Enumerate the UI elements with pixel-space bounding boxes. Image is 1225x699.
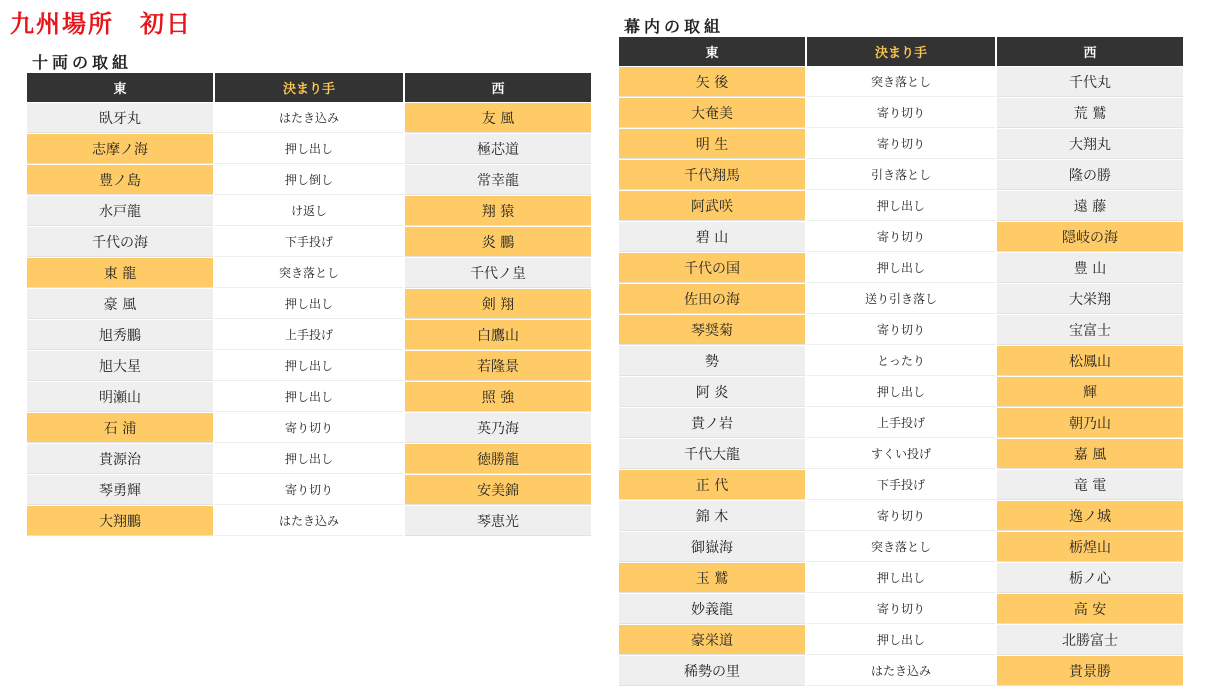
east-wrestler: 東 龍 bbox=[27, 258, 213, 288]
east-wrestler: 千代大龍 bbox=[619, 439, 805, 469]
east-wrestler: 妙義龍 bbox=[619, 594, 805, 624]
table-row bbox=[619, 625, 1183, 655]
east-wrestler: 明 生 bbox=[619, 129, 805, 159]
west-wrestler: 安美錦 bbox=[405, 475, 591, 505]
header-east: 東 bbox=[27, 73, 213, 102]
table-header-row bbox=[619, 37, 1183, 66]
kimarite: 突き落とし bbox=[215, 258, 403, 288]
kimarite: 押し出し bbox=[807, 253, 995, 283]
east-wrestler: 御嶽海 bbox=[619, 532, 805, 562]
table-row bbox=[27, 382, 591, 412]
east-wrestler: 佐田の海 bbox=[619, 284, 805, 314]
east-wrestler: 勢 bbox=[619, 346, 805, 376]
header-west: 西 bbox=[997, 37, 1183, 66]
east-wrestler: 貴源治 bbox=[27, 444, 213, 474]
kimarite: 寄り切り bbox=[807, 98, 995, 128]
west-wrestler: 逸ノ城 bbox=[997, 501, 1183, 531]
west-wrestler: 竜 電 bbox=[997, 470, 1183, 500]
west-wrestler: 翔 猿 bbox=[405, 196, 591, 226]
east-wrestler: 臥牙丸 bbox=[27, 103, 213, 133]
table-row bbox=[619, 470, 1183, 500]
kimarite: 押し出し bbox=[215, 351, 403, 381]
table-header-row bbox=[27, 73, 591, 102]
kimarite: とったり bbox=[807, 346, 995, 376]
table-row bbox=[619, 191, 1183, 221]
table-row bbox=[619, 346, 1183, 376]
east-wrestler: 琴奨菊 bbox=[619, 315, 805, 345]
east-wrestler: 阿武咲 bbox=[619, 191, 805, 221]
east-wrestler: 玉 鷲 bbox=[619, 563, 805, 593]
west-wrestler: 豊 山 bbox=[997, 253, 1183, 283]
table-row bbox=[27, 444, 591, 474]
east-wrestler: 明瀬山 bbox=[27, 382, 213, 412]
kimarite: 突き落とし bbox=[807, 532, 995, 562]
kimarite: 寄り切り bbox=[807, 222, 995, 252]
kimarite: け返し bbox=[215, 196, 403, 226]
kimarite: 下手投げ bbox=[807, 470, 995, 500]
west-wrestler: 常幸龍 bbox=[405, 165, 591, 195]
makuuchi-table-body bbox=[619, 67, 1183, 686]
east-wrestler: 矢 後 bbox=[619, 67, 805, 97]
kimarite: 上手投げ bbox=[215, 320, 403, 350]
table-row bbox=[619, 98, 1183, 128]
table-row bbox=[619, 67, 1183, 97]
page-title: 九州場所 初日 bbox=[10, 10, 192, 38]
kimarite: 押し出し bbox=[807, 191, 995, 221]
table-row bbox=[619, 439, 1183, 469]
east-wrestler: 大翔鵬 bbox=[27, 506, 213, 536]
east-wrestler: 志摩ノ海 bbox=[27, 134, 213, 164]
table-row bbox=[619, 222, 1183, 252]
header-east: 東 bbox=[619, 37, 805, 66]
east-wrestler: 水戸龍 bbox=[27, 196, 213, 226]
east-wrestler: 豊ノ島 bbox=[27, 165, 213, 195]
west-wrestler: 朝乃山 bbox=[997, 408, 1183, 438]
east-wrestler: 阿 炎 bbox=[619, 377, 805, 407]
table-row bbox=[619, 284, 1183, 314]
table-row bbox=[619, 532, 1183, 562]
table-row bbox=[27, 475, 591, 505]
east-wrestler: 千代の海 bbox=[27, 227, 213, 257]
header-kimarite: 決まり手 bbox=[807, 37, 995, 66]
kimarite: 押し出し bbox=[807, 625, 995, 655]
table-row bbox=[27, 506, 591, 536]
juryo-section-title: 十両の取組 bbox=[32, 53, 133, 72]
kimarite: 押し出し bbox=[215, 289, 403, 319]
west-wrestler: 千代丸 bbox=[997, 67, 1183, 97]
east-wrestler: 正 代 bbox=[619, 470, 805, 500]
west-wrestler: 琴恵光 bbox=[405, 506, 591, 536]
west-wrestler: 栃ノ心 bbox=[997, 563, 1183, 593]
west-wrestler: 大栄翔 bbox=[997, 284, 1183, 314]
table-row bbox=[619, 563, 1183, 593]
juryo-table-body bbox=[27, 103, 591, 536]
kimarite: 寄り切り bbox=[807, 129, 995, 159]
west-wrestler: 隠岐の海 bbox=[997, 222, 1183, 252]
kimarite: 押し出し bbox=[215, 444, 403, 474]
juryo-bout-table bbox=[25, 72, 593, 537]
west-wrestler: 嘉 風 bbox=[997, 439, 1183, 469]
kimarite: 寄り切り bbox=[215, 413, 403, 443]
west-wrestler: 照 強 bbox=[405, 382, 591, 412]
header-kimarite: 決まり手 bbox=[215, 73, 403, 102]
table-row bbox=[27, 227, 591, 257]
table-row bbox=[27, 351, 591, 381]
east-wrestler: 錦 木 bbox=[619, 501, 805, 531]
kimarite: 下手投げ bbox=[215, 227, 403, 257]
table-row bbox=[27, 413, 591, 443]
east-wrestler: 豪栄道 bbox=[619, 625, 805, 655]
west-wrestler: 北勝富士 bbox=[997, 625, 1183, 655]
makuuchi-bout-table bbox=[617, 36, 1185, 687]
kimarite: 押し出し bbox=[215, 134, 403, 164]
west-wrestler: 栃煌山 bbox=[997, 532, 1183, 562]
west-wrestler: 荒 鷲 bbox=[997, 98, 1183, 128]
kimarite: 押し出し bbox=[807, 563, 995, 593]
table-row bbox=[619, 377, 1183, 407]
kimarite: 寄り切り bbox=[807, 501, 995, 531]
table-row bbox=[619, 656, 1183, 686]
kimarite: 押し出し bbox=[215, 382, 403, 412]
west-wrestler: 松鳳山 bbox=[997, 346, 1183, 376]
east-wrestler: 豪 風 bbox=[27, 289, 213, 319]
table-row bbox=[619, 501, 1183, 531]
east-wrestler: 琴勇輝 bbox=[27, 475, 213, 505]
makuuchi-section-title: 幕内の取組 bbox=[624, 17, 725, 36]
west-wrestler: 友 風 bbox=[405, 103, 591, 133]
table-row bbox=[619, 129, 1183, 159]
kimarite: 送り引き落し bbox=[807, 284, 995, 314]
west-wrestler: 千代ノ皇 bbox=[405, 258, 591, 288]
table-row bbox=[27, 165, 591, 195]
table-row bbox=[619, 160, 1183, 190]
kimarite: 寄り切り bbox=[807, 594, 995, 624]
west-wrestler: 輝 bbox=[997, 377, 1183, 407]
table-row bbox=[619, 408, 1183, 438]
header-west: 西 bbox=[405, 73, 591, 102]
west-wrestler: 宝富士 bbox=[997, 315, 1183, 345]
west-wrestler: 遠 藤 bbox=[997, 191, 1183, 221]
kimarite: 寄り切り bbox=[215, 475, 403, 505]
west-wrestler: 炎 鵬 bbox=[405, 227, 591, 257]
east-wrestler: 大奄美 bbox=[619, 98, 805, 128]
kimarite: 引き落とし bbox=[807, 160, 995, 190]
west-wrestler: 英乃海 bbox=[405, 413, 591, 443]
kimarite: 上手投げ bbox=[807, 408, 995, 438]
kimarite: 押し出し bbox=[807, 377, 995, 407]
east-wrestler: 千代翔馬 bbox=[619, 160, 805, 190]
table-row bbox=[27, 134, 591, 164]
west-wrestler: 白鷹山 bbox=[405, 320, 591, 350]
kimarite: 押し倒し bbox=[215, 165, 403, 195]
kimarite: はたき込み bbox=[215, 103, 403, 133]
west-wrestler: 若隆景 bbox=[405, 351, 591, 381]
east-wrestler: 千代の国 bbox=[619, 253, 805, 283]
east-wrestler: 碧 山 bbox=[619, 222, 805, 252]
east-wrestler: 貴ノ岩 bbox=[619, 408, 805, 438]
table-row bbox=[619, 594, 1183, 624]
table-row bbox=[27, 103, 591, 133]
west-wrestler: 剣 翔 bbox=[405, 289, 591, 319]
west-wrestler: 隆の勝 bbox=[997, 160, 1183, 190]
kimarite: はたき込み bbox=[807, 656, 995, 686]
table-row bbox=[27, 320, 591, 350]
table-row bbox=[619, 253, 1183, 283]
table-row bbox=[27, 258, 591, 288]
kimarite: 突き落とし bbox=[807, 67, 995, 97]
east-wrestler: 稀勢の里 bbox=[619, 656, 805, 686]
west-wrestler: 徳勝龍 bbox=[405, 444, 591, 474]
east-wrestler: 旭秀鵬 bbox=[27, 320, 213, 350]
west-wrestler: 高 安 bbox=[997, 594, 1183, 624]
east-wrestler: 石 浦 bbox=[27, 413, 213, 443]
west-wrestler: 貴景勝 bbox=[997, 656, 1183, 686]
west-wrestler: 極芯道 bbox=[405, 134, 591, 164]
kimarite: はたき込み bbox=[215, 506, 403, 536]
east-wrestler: 旭大星 bbox=[27, 351, 213, 381]
table-row bbox=[27, 196, 591, 226]
kimarite: すくい投げ bbox=[807, 439, 995, 469]
west-wrestler: 大翔丸 bbox=[997, 129, 1183, 159]
kimarite: 寄り切り bbox=[807, 315, 995, 345]
table-row bbox=[619, 315, 1183, 345]
table-row bbox=[27, 289, 591, 319]
